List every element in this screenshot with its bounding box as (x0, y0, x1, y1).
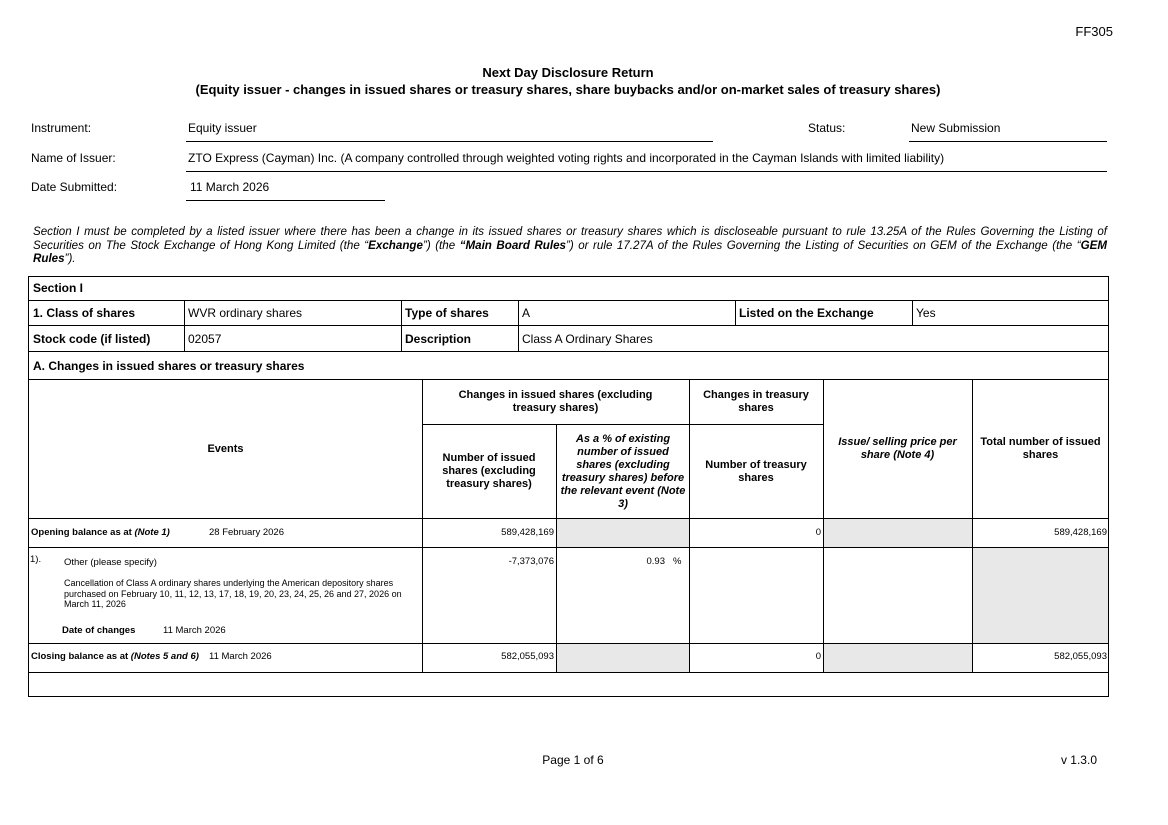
opening-date: 28 February 2026 (209, 527, 284, 538)
date-submitted-value: 11 March 2026 (186, 180, 385, 201)
status-label: Status: (808, 121, 846, 135)
event-pct: 0.93 (646, 556, 665, 567)
type-value: A (522, 306, 531, 320)
type-label: Type of shares (405, 306, 489, 320)
pct-header: As a % of existing number of issued shares (excluding treasury shares) before the relevant event (Note 3) (560, 432, 686, 510)
section-note: Section I must be completed by a listed issuer where there has been a change in its issued shares or treasury shares which is discloseable pursuant to rule 13.25A of the Rules Governing the Listing of Securities on The Stock Exchange of Hong Kong Limited (the “Exchange”) (the “Main Board Rules”) or rule 17.27A of the Rules Governing the Listing of Securities on GEM of the Exchange (the “GEM Rules”). (33, 225, 1107, 265)
total-header: Total number of issued shares (980, 436, 1101, 461)
closing-treasury: 0 (815, 651, 821, 662)
description-label: Description (405, 331, 472, 346)
event-date: 11 March 2026 (163, 625, 226, 636)
subsection-a-title: A. Changes in issued shares or treasury shares (33, 358, 305, 373)
opening-treasury: 0 (815, 527, 821, 538)
changes-issued-header: Changes in issued shares (excluding treasury shares) (458, 389, 653, 414)
class-value: WVR ordinary shares (188, 306, 303, 320)
class-label: 1. Class of shares (33, 306, 136, 320)
event-index: 1). (30, 554, 42, 565)
opening-issued: 589,428,169 (501, 527, 554, 538)
event-description: Cancellation of Class A ordinary shares underlying the American depository shares purchased on February 10, 11, 12, 13, 17, 18, 19, 20, 23, 24, 25, 26 and 27, 2026 on March 11, 2026 (64, 578, 402, 609)
changes-treasury-header: Changes in treasury shares (703, 389, 809, 414)
opening-total: 589,428,169 (1054, 527, 1107, 538)
closing-label: Closing balance as at (Notes 5 and 6) (31, 651, 199, 662)
closing-issued: 582,055,093 (501, 651, 554, 662)
instrument-label: Instrument: (31, 121, 92, 135)
event-pct-unit: % (673, 556, 682, 567)
event-issued: -7,373,076 (508, 556, 554, 567)
page-number: Page 1 of 6 (542, 753, 604, 767)
section-title: Section I (33, 281, 84, 295)
opening-label: Opening balance as at (Note 1) (31, 527, 170, 538)
num-issued-header: Number of issued shares (excluding treasury shares) (442, 452, 536, 490)
num-treasury-header: Number of treasury shares (705, 458, 807, 484)
closing-total: 582,055,093 (1054, 651, 1107, 662)
price-header: Issue/ selling price per share (Note 4) (838, 436, 957, 461)
events-header: Events (207, 442, 244, 455)
closing-date: 11 March 2026 (209, 651, 272, 662)
event-date-label: Date of changes (62, 625, 136, 636)
listed-value: Yes (916, 306, 936, 320)
stock-code-label: Stock code (if listed) (33, 331, 151, 346)
stock-code-value: 02057 (188, 331, 222, 346)
description-value: Class A Ordinary Shares (522, 331, 653, 346)
issuer-value: ZTO Express (Cayman) Inc. (A company controlled through weighted voting rights and incorporated in the Cayman Islands with limited liability) (186, 151, 1107, 172)
instrument-value: Equity issuer (186, 121, 713, 142)
page-subtitle: (Equity issuer - changes in issued shares or treasury shares, share buybacks and/or on-market sales of treasury shares) (195, 82, 941, 97)
version: v 1.3.0 (1060, 753, 1097, 767)
status-value: New Submission (909, 121, 1107, 142)
event-type: Other (please specify) (64, 557, 157, 568)
form-code: FF305 (1075, 24, 1113, 39)
page-title: Next Day Disclosure Return (482, 65, 654, 80)
issuer-label: Name of Issuer: (31, 151, 116, 165)
listed-label: Listed on the Exchange (739, 306, 874, 320)
date-submitted-label: Date Submitted: (31, 180, 118, 194)
